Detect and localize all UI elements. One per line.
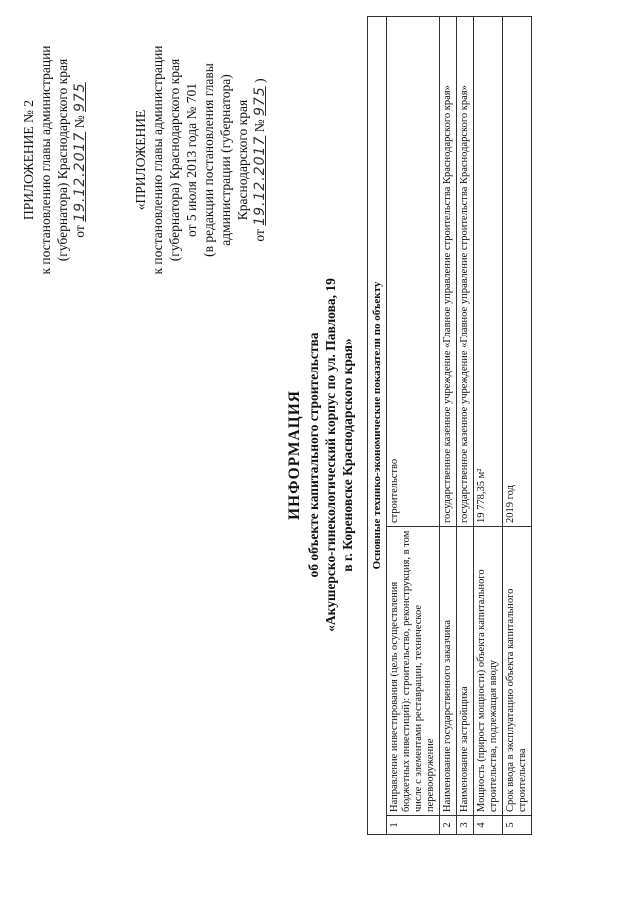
appendix-1-line7: Краснодарского края xyxy=(235,99,250,221)
row-number: 1 xyxy=(387,816,440,835)
appendix-1-line2: к постановлению главы администрации xyxy=(150,45,165,275)
appendix-2-date-prefix: от xyxy=(72,225,87,238)
appendix-1-date: 19.12.2017 xyxy=(252,135,268,226)
row-name: Наименование застройщика xyxy=(457,527,474,816)
appendix-1-close: ) xyxy=(252,78,267,83)
table-row xyxy=(474,17,503,835)
row-number: 3 xyxy=(457,816,474,835)
title-line2: об объекте капитального строительства xyxy=(306,332,321,578)
row-value: государственное казенное учреждение «Главное управление строительства Краснодарского края» xyxy=(440,17,457,527)
row-value: строительство xyxy=(387,17,440,527)
row-name: Направление инвестирования (цель осуществления бюджетных инвестиций): строительство, реконструкция, в том числе с элементами реставрации, техническое перевооружение xyxy=(387,527,440,816)
appendix-1-line4: от 5 июля 2013 года № 701 xyxy=(184,83,199,237)
appendix-1-header xyxy=(132,15,269,305)
table-header: Основные технико-экономические показатели по объекту xyxy=(368,17,387,835)
appendix-1-title: «ПРИЛОЖЕНИЕ xyxy=(133,109,148,211)
appendix-2-line3: (губернатора) Краснодарского края xyxy=(55,58,70,262)
table-row xyxy=(503,17,532,835)
row-number: 5 xyxy=(503,816,532,835)
row-name: Наименование государственного заказчика xyxy=(440,527,457,816)
appendix-1-date-prefix: от xyxy=(252,229,267,242)
document-title xyxy=(285,155,356,755)
appendix-2-header xyxy=(20,25,89,295)
indicators-table xyxy=(367,16,532,835)
row-value: 2019 год xyxy=(503,17,532,527)
row-name: Срок ввода в эксплуатацию объекта капитального строительства xyxy=(503,527,532,816)
appendix-2-date-line xyxy=(71,25,89,295)
table-row xyxy=(387,17,440,835)
appendix-2-number: 975 xyxy=(72,82,88,113)
appendix-1-number: 975 xyxy=(252,86,268,116)
row-value: 19 778,35 м² xyxy=(474,17,503,527)
appendix-1-line3: (губернатора) Краснодарского края xyxy=(167,58,182,262)
row-value: государственное казенное учреждение «Главное управление строительства Краснодарского края» xyxy=(457,17,474,527)
table-row xyxy=(440,17,457,835)
appendix-2-num-prefix: № xyxy=(72,115,87,129)
appendix-2-line2: к постановлению главы администрации xyxy=(38,45,53,275)
table-row xyxy=(457,17,474,835)
row-name: Мощность (прирост мощности) объекта капитального строительства, подлежащая вводу xyxy=(474,527,503,816)
appendix-1-line5: (в редакции постановления главы xyxy=(201,63,216,257)
appendix-1-line6: администрации (губернатора) xyxy=(218,74,233,246)
appendix-1-date-line xyxy=(251,15,269,305)
row-number: 2 xyxy=(440,816,457,835)
title-line3: «Акушерско-гинекологический корпус по ул. Павлова, 19 xyxy=(323,278,338,632)
title-main: ИНФОРМАЦИЯ xyxy=(286,390,303,520)
appendix-2-date: 19.12.2017 xyxy=(72,131,88,222)
row-number: 4 xyxy=(474,816,503,835)
appendix-1-num-prefix: № xyxy=(252,119,267,133)
title-line4: в г. Кореновске Краснодарского края» xyxy=(340,338,355,572)
appendix-2-title: ПРИЛОЖЕНИЕ № 2 xyxy=(21,99,36,221)
